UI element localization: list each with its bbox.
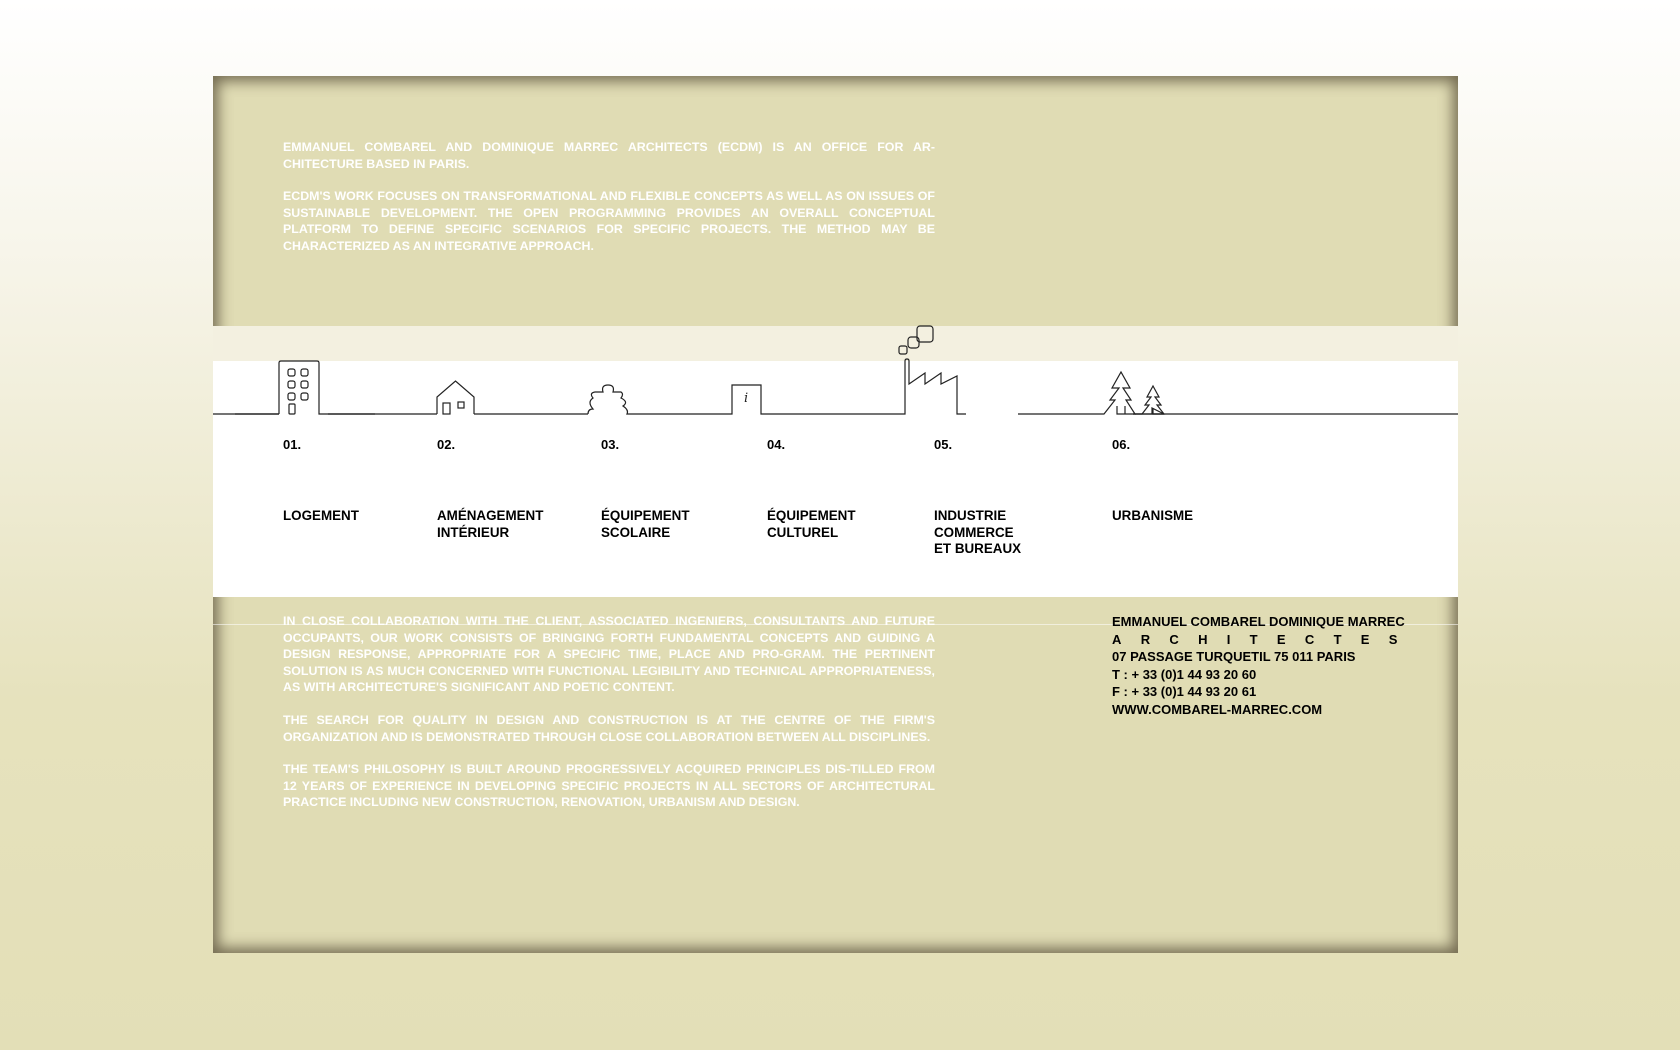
svg-text:i: i bbox=[744, 391, 749, 406]
category-number: 06. bbox=[1112, 437, 1131, 452]
house-icon[interactable] bbox=[437, 381, 474, 414]
category-number: 03. bbox=[601, 437, 620, 452]
firm-fax: F : + 33 (0)1 44 93 20 61 bbox=[1112, 684, 1257, 699]
intro-paragraph-2: ECDM'S WORK FOCUSES ON TRANSFORMATIONAL AND FLEXIBLE CONCEPTS AS WELL AS ON ISSUES OF SUSTAINABLE DEVELOPMENT. THE OPEN PROGRAMMING PROVIDES AN OVERALL CONCEPTUAL PLATFORM TO DEFINE SPECIFIC SCENARIOS FOR SPECIFIC PROJECTS. THE METHOD MAY BE CHARACTERIZED AS AN INTEGRATIVE APPROACH. bbox=[283, 189, 935, 253]
intro-paragraph-1: EMMANUEL COMBAREL AND DOMINIQUE MARREC ARCHITECTS (ECDM) IS AN OFFICE FOR AR-CHITECTURE BASED IN PARIS. bbox=[283, 140, 935, 171]
category-number: 02. bbox=[437, 437, 456, 452]
body-paragraph-1: IN CLOSE COLLABORATION WITH THE CLIENT, ASSOCIATED INGENIERS, CONSULTANTS AND FUTURE OCCUPANTS, OUR WORK CONSISTS OF BRINGING FORTH FUNDAMENTAL CONCEPTS AND GUIDING A DESIGN RESPONSE, APPROPRIATE FOR A SPECIFIC TIME, PLACE AND PRO-GRAM. THE PERTINENT SOLUTION IS AS MUCH CONCERNED WITH FUNCTIONAL LEGIBILITY AND TECHNICAL APPROPRIATENESS, AS WITH ARCHITECTURE'S SIGNIFICANT AND POETIC CONTENT. bbox=[283, 614, 935, 695]
body-paragraph-2: THE SEARCH FOR QUALITY IN DESIGN AND CONSTRUCTION IS AT THE CENTRE OF THE FIRM'S ORGANIZATION AND IS DEMONSTRATED THROUGH CLOSE COLLABORATION BETWEEN ALL DISCIPLINES. bbox=[283, 712, 935, 744]
trees-icon[interactable] bbox=[1099, 372, 1164, 414]
apartment-building-icon[interactable] bbox=[279, 361, 328, 414]
body-text bbox=[283, 613, 935, 827]
content-panel bbox=[213, 76, 1458, 953]
website-link[interactable]: WWW.COMBAREL-MARREC.COM bbox=[1112, 701, 1323, 717]
category-link-equipement-culturel[interactable]: ÉQUIPEMENT CULTUREL bbox=[767, 508, 856, 540]
firm-address: 07 PASSAGE TURQUETIL 75 011 PARIS bbox=[1112, 649, 1356, 664]
info-kiosk-icon[interactable] bbox=[718, 385, 767, 414]
skyline-illustration bbox=[213, 76, 1458, 436]
category-link-industrie-commerce-bureaux[interactable]: INDUSTRIE COMMERCE ET BUREAUX bbox=[934, 508, 1022, 556]
category-number: 05. bbox=[934, 437, 953, 452]
body-paragraph-3: THE TEAM'S PHILOSOPHY IS BUILT AROUND PROGRESSIVELY ACQUIRED PRINCIPLES DIS-TILLED FROM 12 YEARS OF EXPERIENCE IN DEVELOPING SPECIFIC PROJECTS IN ALL SECTORS OF ARCHITECTURAL PRACTICE INCLUDING NEW CONSTRUCTION, RENOVATION, URBANISM AND DESIGN. bbox=[283, 762, 935, 810]
category-number: 04. bbox=[767, 437, 786, 452]
firm-profession: ARCHITECTES bbox=[1112, 631, 1417, 647]
category-link-equipement-scolaire[interactable]: ÉQUIPEMENT SCOLAIRE bbox=[601, 508, 690, 540]
contact-block bbox=[1112, 613, 1432, 718]
category-link-logement[interactable]: LOGEMENT bbox=[283, 508, 359, 523]
category-link-urbanisme[interactable]: URBANISME bbox=[1112, 508, 1194, 523]
puzzle-piece-icon[interactable] bbox=[588, 385, 629, 414]
firm-phone: T : + 33 (0)1 44 93 20 60 bbox=[1112, 666, 1257, 682]
category-link-amenagement-interieur[interactable]: AMÉNAGEMENT INTÉRIEUR bbox=[437, 508, 544, 540]
category-number: 01. bbox=[283, 437, 302, 452]
factory-icon[interactable] bbox=[893, 326, 966, 414]
firm-name: EMMANUEL COMBAREL DOMINIQUE MARREC bbox=[1112, 614, 1405, 629]
